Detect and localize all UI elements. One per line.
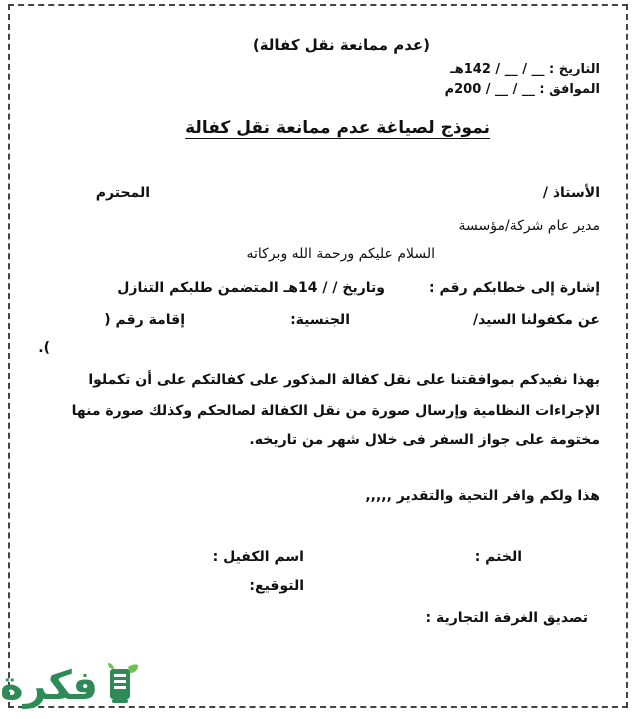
header-label: (عدم ممانعة نقل كفالة): [252, 36, 430, 54]
chamber-certification-label: تصديق الغرفة التجارية :: [425, 610, 588, 626]
reference-date-text: وتاريخ / / 14هـ المتضمن طلبكم التنازل: [117, 280, 385, 296]
header-date-hijri: التاريخ : __ / __ / 142هـ: [450, 62, 600, 77]
respected-label: المحترم: [95, 185, 150, 201]
site-logo: [0, 655, 160, 719]
logo-text: فكرة: [0, 663, 98, 709]
sponsored-person-label: عن مكفولنا السيد/: [472, 312, 600, 328]
closing-line: هذا ولكم وافر التحية والتقدير ,,,,,: [365, 488, 600, 504]
iqama-close: ).: [38, 340, 50, 356]
body-paragraph-line-3: مختومة على جواز السفر فى خلال شهر من تاريخه.: [249, 432, 600, 448]
ustaz-label: الأستاذ /: [542, 185, 600, 201]
document-frame: [8, 4, 628, 708]
greeting-line: السلام عليكم ورحمة الله وبركاته: [246, 246, 435, 262]
body-paragraph-line-1: بهذا نفيدكم بموافقتنا على نقل كفالة المذكور على كفالتكم على أن تكملوا: [88, 372, 600, 388]
iqama-number-label: إقامة رقم (: [104, 312, 185, 328]
reference-letter-label: إشارة إلى خطابكم رقم :: [428, 280, 600, 296]
stamp-label: الختم :: [474, 549, 522, 565]
sponsor-name-label: اسم الكفيل :: [212, 549, 304, 565]
signature-label: التوقيع:: [249, 578, 304, 594]
document-leaf-icon: [104, 661, 140, 709]
page-title: نموذج لصياغة عدم ممانعة نقل كفالة: [185, 118, 490, 138]
body-paragraph-line-2: الإجراءات النظامية وإرسال صورة من نقل الكفالة لصالحكم وكذلك صورة منها: [71, 403, 600, 419]
nationality-label: الجنسية:: [290, 312, 350, 328]
header-date-greg: الموافق : __ / __ / 200م: [444, 82, 600, 97]
manager-line: مدير عام شركة/مؤسسة: [458, 218, 600, 234]
